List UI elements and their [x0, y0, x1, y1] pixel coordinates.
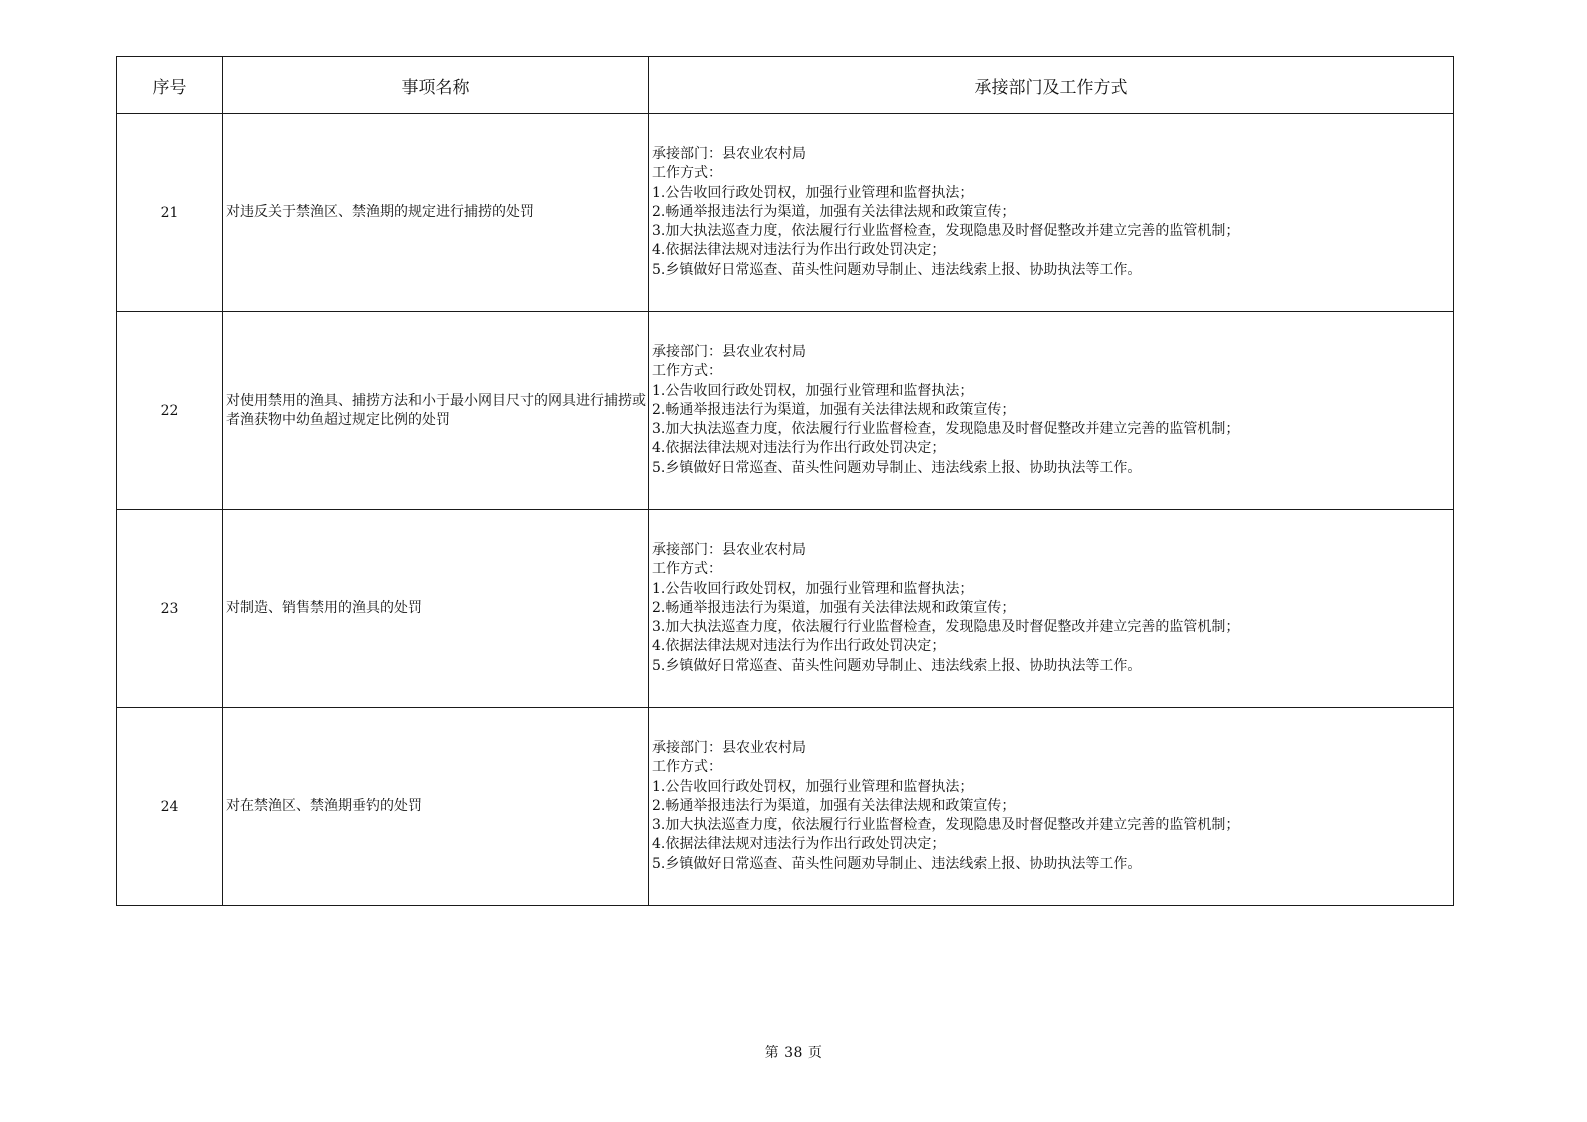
dept-line: 4.依据法律法规对违法行为作出行政处罚决定；	[652, 836, 946, 853]
dept-line: 3.加大执法巡查力度，依法履行行业监督检查，发现隐患及时督促整改并建立完善的监管机制；	[652, 817, 1240, 834]
dept-line: 2.畅通举报违法行为渠道，加强有关法律法规和政策宣传；	[652, 203, 1016, 220]
row-seq: 21	[117, 114, 223, 312]
dept-line: 工作方式：	[652, 363, 722, 380]
dept-line: 1.公告收回行政处罚权，加强行业管理和监督执法；	[652, 580, 974, 597]
dept-line: 5.乡镇做好日常巡查、苗头性问题劝导制止、违法线索上报、协助执法等工作。	[652, 855, 1142, 872]
dept-line: 1.公告收回行政处罚权，加强行业管理和监督执法；	[652, 778, 974, 795]
dept-line: 2.畅通举报违法行为渠道，加强有关法律法规和政策宣传；	[652, 797, 1016, 814]
row-item-name: 对制造、销售禁用的渔具的处罚	[223, 510, 649, 708]
row-seq: 24	[117, 708, 223, 906]
dept-line: 4.依据法律法规对违法行为作出行政处罚决定；	[652, 638, 946, 655]
row-dept-method	[649, 708, 1454, 906]
table-row	[117, 114, 1454, 312]
dept-line: 5.乡镇做好日常巡查、苗头性问题劝导制止、违法线索上报、协助执法等工作。	[652, 657, 1142, 674]
row-item-name: 对违反关于禁渔区、禁渔期的规定进行捕捞的处罚	[223, 114, 649, 312]
table-row	[117, 312, 1454, 510]
row-seq: 23	[117, 510, 223, 708]
row-dept-method	[649, 510, 1454, 708]
header-dept-method: 承接部门及工作方式	[649, 57, 1454, 114]
dept-line: 2.畅通举报违法行为渠道，加强有关法律法规和政策宣传；	[652, 401, 1016, 418]
dept-line: 5.乡镇做好日常巡查、苗头性问题劝导制止、违法线索上报、协助执法等工作。	[652, 459, 1142, 476]
table-row	[117, 708, 1454, 906]
dept-line: 3.加大执法巡查力度，依法履行行业监督检查，发现隐患及时督促整改并建立完善的监管机制；	[652, 619, 1240, 636]
dept-line: 工作方式：	[652, 759, 722, 776]
table-row	[117, 510, 1454, 708]
header-seq: 序号	[117, 57, 223, 114]
dept-line: 1.公告收回行政处罚权，加强行业管理和监督执法；	[652, 184, 974, 201]
dept-line: 4.依据法律法规对违法行为作出行政处罚决定；	[652, 440, 946, 457]
dept-line: 承接部门：县农业农村局	[652, 740, 806, 757]
header-item-name: 事项名称	[223, 57, 649, 114]
responsibility-table	[116, 56, 1454, 906]
page-number: 第 38 页	[764, 1045, 823, 1061]
row-dept-method	[649, 114, 1454, 312]
table-header-row	[117, 57, 1454, 114]
dept-line: 3.加大执法巡查力度，依法履行行业监督检查，发现隐患及时督促整改并建立完善的监管机制；	[652, 421, 1240, 438]
dept-line: 4.依据法律法规对违法行为作出行政处罚决定；	[652, 242, 946, 259]
dept-line: 5.乡镇做好日常巡查、苗头性问题劝导制止、违法线索上报、协助执法等工作。	[652, 261, 1142, 278]
dept-line: 承接部门：县农业农村局	[652, 344, 806, 361]
dept-line: 承接部门：县农业农村局	[652, 542, 806, 559]
row-dept-method	[649, 312, 1454, 510]
dept-line: 3.加大执法巡查力度，依法履行行业监督检查，发现隐患及时督促整改并建立完善的监管机制；	[652, 223, 1240, 240]
dept-line: 承接部门：县农业农村局	[652, 146, 806, 163]
row-seq: 22	[117, 312, 223, 510]
dept-line: 工作方式：	[652, 561, 722, 578]
dept-line: 工作方式：	[652, 165, 722, 182]
row-item-name: 对使用禁用的渔具、捕捞方法和小于最小网目尺寸的网具进行捕捞或者渔获物中幼鱼超过规定比例的处罚	[223, 312, 649, 510]
dept-line: 1.公告收回行政处罚权，加强行业管理和监督执法；	[652, 382, 974, 399]
dept-line: 2.畅通举报违法行为渠道，加强有关法律法规和政策宣传；	[652, 599, 1016, 616]
row-item-name: 对在禁渔区、禁渔期垂钓的处罚	[223, 708, 649, 906]
